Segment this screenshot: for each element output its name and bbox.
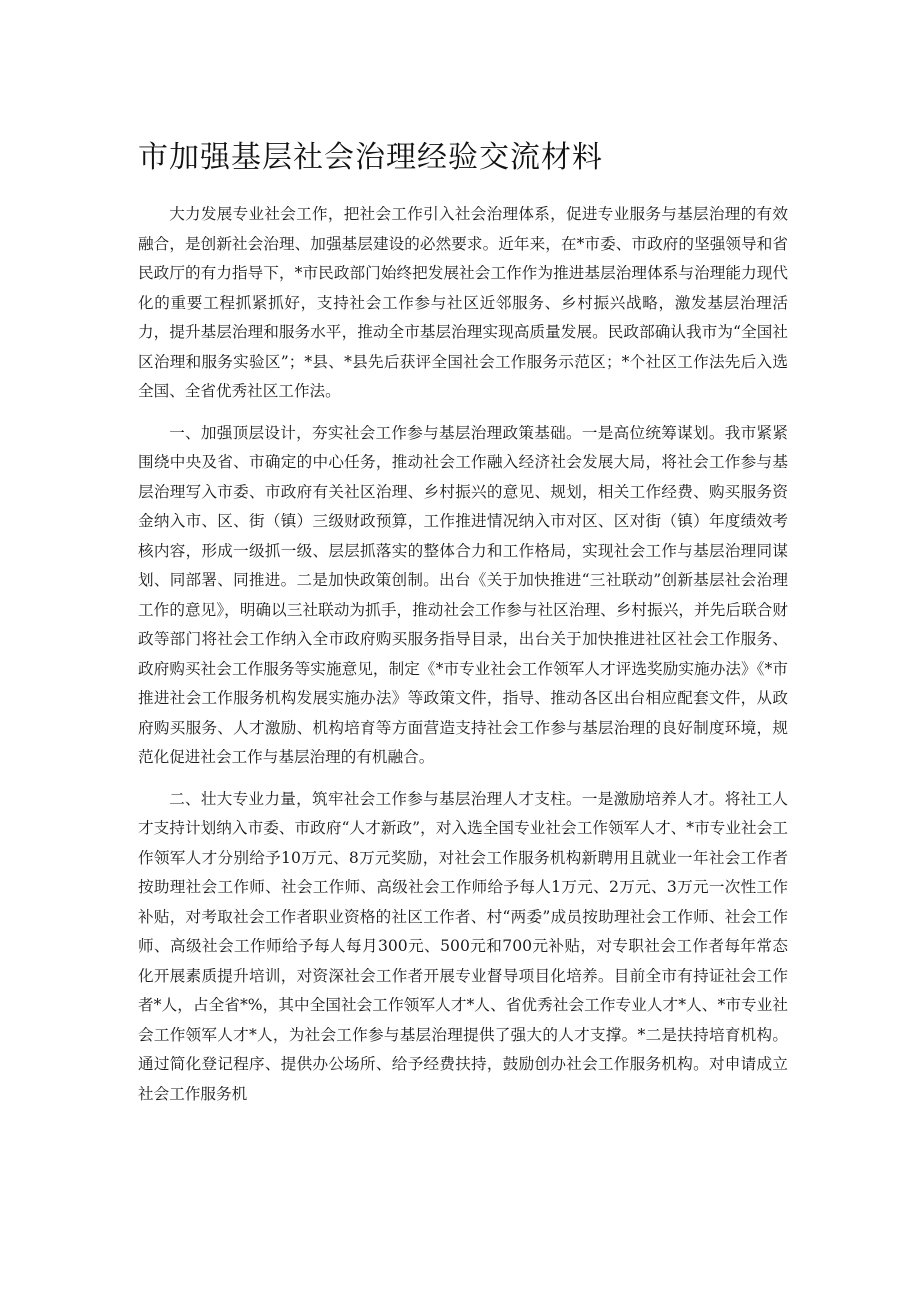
document-body — [138, 200, 788, 1109]
document-page — [138, 138, 788, 1121]
paragraph-section-2: 二、壮大专业力量，筑牢社会工作参与基层治理人才支柱。一是激励培养人才。将社工人才支持计划纳入市委、市政府“人才新政”，对入选全国专业社会工作领军人才、*市专业社会工作领军人才分别给予10万元、8万元奖励，对社会工作服务机构新聘用且就业一年社会工作者按助理社会工作师、社会工作师、高级社会工作师给予每人1万元、2万元、3万元一次性工作补贴，对考取社会工作者职业资格的社区工作者、村“两委”成员按助理社会工作师、社会工作师、高级社会工作师给予每人每月300元、500元和700元补贴，对专职社会工作者每年常态化开展素质提升培训，对资深社会工作者开展专业督导项目化培养。目前全市有持证社会工作者*人，占全省*%，其中全国社会工作领军人才*人、省优秀社会工作专业人才*人、*市专业社会工作领军人才*人，为社会工作参与基层治理提供了强大的人才支撑。*二是扶持培育机构。通过简化登记程序、提供办公场所、给予经费扶持，鼓励创办社会工作服务机构。对申请成立社会工作服务机 — [138, 789, 788, 1103]
document-title: 市加强基层社会治理经验交流材料 — [138, 140, 603, 175]
paragraph-intro: 大力发展专业社会工作，把社会工作引入社会治理体系，促进专业服务与基层治理的有效融合，是创新社会治理、加强基层建设的必然要求。近年来，在*市委、市政府的坚强领导和省民政厅的有力指导下，*市民政部门始终把发展社会工作作为推进基层治理体系与治理能力现代化的重要工程抓紧抓好，支持社会工作参与社区近邻服务、乡村振兴战略，激发基层治理活力，提升基层治理和服务水平，推动全市基层治理实现高质量发展。民政部确认我市为“全国社区治理和服务实验区”；*县、*县先后获评全国社会工作服务示范区；*个社区工作法先后入选全国、全省优秀社区工作法。 — [138, 205, 788, 400]
paragraph-section-1: 一、加强顶层设计，夯实社会工作参与基层治理政策基础。一是高位统筹谋划。我市紧紧围绕中央及省、市确定的中心任务，推动社会工作融入经济社会发展大局，将社会工作参与基层治理写入市委、市政府有关社区治理、乡村振兴的意见、规划，相关工作经费、购买服务资金纳入市、区、街（镇）三级财政预算，工作推进情况纳入市对区、区对街（镇）年度绩效考核内容，形成一级抓一级、层层抓落实的整体合力和工作格局，实现社会工作与基层治理同谋划、同部署、同推进。二是加快政策创制。出台《关于加快推进“三社联动”创新基层社会治理工作的意见》，明确以三社联动为抓手，推动社会工作参与社区治理、乡村振兴，并先后联合财政等部门将社会工作纳入全市政府购买服务指导目录，出台关于加快推进社区社会工作服务、政府购买社会工作服务等实施意见，制定《*市专业社会工作领军人才评选奖励实施办法》《*市推进社会工作服务机构发展实施办法》等政策文件，指导、推动各区出台相应配套文件，从政府购买服务、人才激励、机构培育等方面营造支持社会工作参与基层治理的良好制度环境，规范化促进社会工作与基层治理的有机融合。 — [138, 423, 788, 766]
